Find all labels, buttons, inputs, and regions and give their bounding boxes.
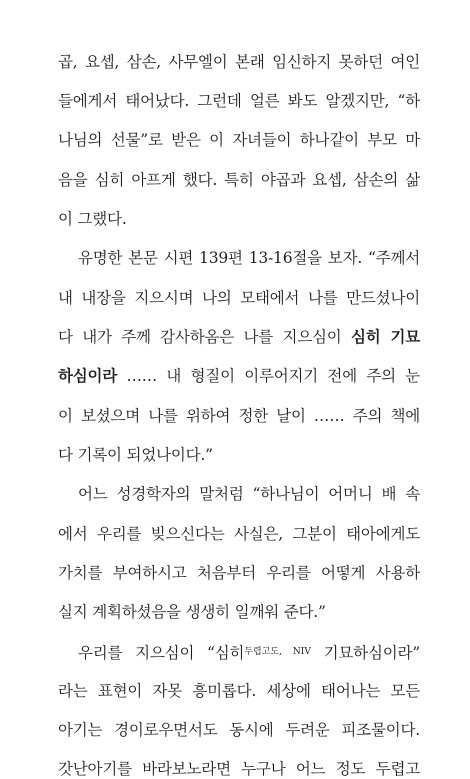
body-text-line: 음을 심히 아프게 했다. 특히 야곱과 요셉, 삼손의 삶 (58, 171, 420, 189)
body-text-line: 가치를 부여하시고 처음부터 우리를 어떻게 사용하 (58, 564, 420, 582)
body-text-line: 아기는 경이로우면서도 동시에 두려운 피조물이다. (58, 721, 420, 739)
body-text-line: 다 기록이 되었나이다.” (58, 446, 213, 464)
body-text-line (58, 327, 420, 347)
body-text-line: 곱, 요셉, 삼손, 사무엘이 본래 임신하지 못하던 여인 (58, 53, 420, 71)
body-text-line: 들에게서 태어났다. 그런데 얼른 봐도 알겠지만, “하 (58, 92, 420, 110)
body-text-span: 우리를 지으심이 “심히 (78, 644, 245, 662)
body-text-line: 갓난아기를 바라보노라면 누구나 어느 정도 두렵고 (58, 760, 420, 778)
body-text-span: 기묘하심이라” (310, 644, 420, 662)
translation-note: 두렵고도, NIV (244, 647, 311, 657)
body-text-line: 이 보셨으며 나를 위하여 정한 날이 …… 주의 책에 (58, 407, 420, 425)
body-text-line: 내 내장을 지으시며 나의 모태에서 나를 만드셨나이 (58, 289, 420, 307)
body-text-line: 라는 표현이 자못 흥미롭다. 세상에 태어나는 모든 (58, 682, 420, 700)
body-text-line: 실지 계획하셨음을 생생히 일깨워 준다.” (58, 603, 326, 621)
emphasis-text: 심히 기묘 (351, 328, 420, 346)
body-text-line: 유명한 본문 시편 139편 13-16절을 보자. “주께서 (78, 249, 420, 267)
body-text-line (78, 642, 420, 663)
body-text-line: 에서 우리를 빚으신다는 사실은, 그분이 태아에게도 (58, 525, 420, 543)
emphasis-text: 하심이라 (58, 367, 118, 385)
body-text-line: 나님의 선물”로 받은 이 자녀들이 하나같이 부모 마 (58, 131, 420, 149)
body-text-line (58, 366, 420, 386)
body-text-span: …… 내 형질이 이루어지기 전에 주의 눈 (117, 367, 420, 385)
body-text-line: 이 그랬다. (58, 210, 127, 228)
body-text-line: 어느 성경학자의 말처럼 “하나님이 어머니 배 속 (78, 485, 420, 503)
body-text-span: 다 내가 주께 감사하옴은 나를 지으심이 (58, 328, 351, 346)
